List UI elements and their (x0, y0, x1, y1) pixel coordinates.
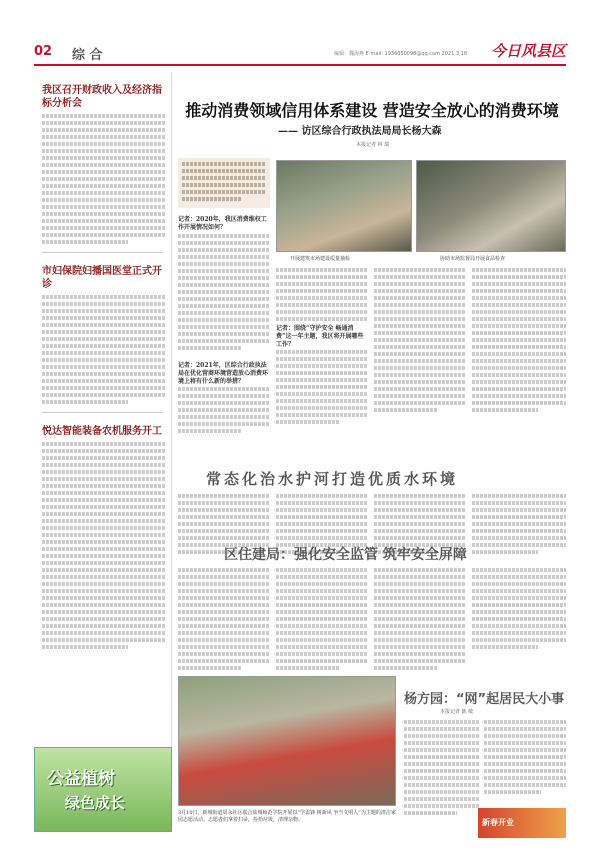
main-subtitle: —— 访区综合行政执法局局长杨大森 (278, 126, 442, 137)
inspection-photo-1 (276, 160, 412, 252)
image-text-2: 绿色成长 (65, 794, 126, 812)
article2-title: 市妇保院妇播国医堂正式开诊 (42, 266, 162, 290)
article3-title: 悦达智能装备农机服务开工 (42, 426, 162, 437)
question-1: 记者：2020年，我区消费维权工作开展情况如何？ (178, 216, 267, 231)
main-headline: 推动消费领域信用体系建设 营造安全放心的消费环境 (185, 101, 559, 120)
zone-col-2 (276, 568, 368, 673)
body-col-3 (374, 268, 466, 415)
left-column (34, 72, 172, 832)
page-number: 02 (34, 44, 53, 59)
image-text-1: 公益植树 (47, 769, 115, 789)
article2-body (42, 295, 165, 404)
advertisement: 新春开业 (478, 808, 566, 838)
main-author: 本报记者 林 瑞 (356, 142, 390, 148)
photo1-caption: 开展建筑市场建设质量抽检 (290, 256, 351, 262)
question-3: 记者：2021年，区综合行政执法局在优化营商环境营造放心消费环境上将有什么新的举措？ (178, 362, 269, 385)
divider (42, 412, 163, 413)
yang-col-2 (484, 720, 566, 797)
zone-col-3 (374, 568, 466, 673)
q3-section (178, 358, 270, 436)
editor-meta: 编辑：魏海燕 E-mail: 1936050098@qq.com 2021.3.18 (334, 51, 468, 57)
zone-headline: 区住建局：强化安全监管 筑牢安全屏障 (224, 547, 467, 563)
page-header (34, 42, 566, 66)
inspection-photo-2 (416, 160, 566, 252)
river-headline: 常态化治水护河打造优质水环境 (206, 470, 459, 488)
volunteer-photo (178, 676, 396, 806)
river-col-4 (472, 494, 566, 557)
section-name: 综 合 (72, 48, 103, 63)
zone-col-4 (472, 568, 566, 652)
body-col-2 (276, 268, 368, 427)
article3-body (42, 442, 165, 649)
q1-section (178, 212, 270, 353)
zone-col-1 (178, 568, 270, 673)
intro-box (178, 158, 270, 208)
article1-title: 我区召开财政收入及经济指标分析会 (42, 85, 162, 109)
newspaper-logo: 今日风县区 (490, 42, 566, 60)
volunteer-photo-caption: 3月10日，新城街道周永社区联合盐城师范学院开展以“学雷锋 树新风 争当文明人”为主题的清洁家园志愿活动。志愿者们拿着扫帚，捡拾垃圾，清理杂物。 (178, 810, 396, 823)
yang-author: 本报记者 陈 敏 (440, 709, 474, 715)
tree-planting-image (34, 747, 172, 832)
photo2-caption: 协助市场监督局开展食品检查 (440, 256, 506, 262)
body-col-4 (472, 268, 566, 415)
yang-col-1 (404, 720, 480, 818)
divider (42, 252, 163, 253)
yang-headline: 杨方园：“网”起居民大小事 (404, 692, 565, 707)
article1-body (42, 114, 165, 244)
question-2: 记者：围绕“守护安全 畅通消费”这一年主题，我区将开展哪些工作？ (276, 325, 364, 348)
